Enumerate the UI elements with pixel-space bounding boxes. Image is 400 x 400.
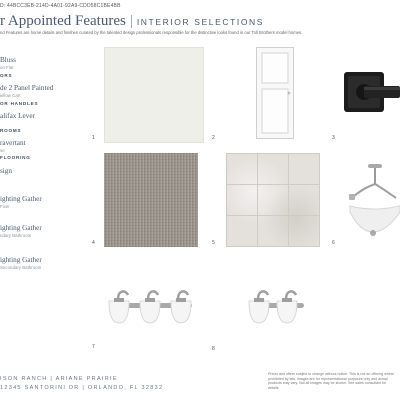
sidebar-entry: alifax Lever	[0, 112, 35, 120]
tile-number: 1	[92, 135, 95, 141]
vanity-light-icon	[246, 283, 310, 325]
sidebar-entry: iellow Cart	[0, 93, 21, 98]
page-title-main: r Appointed Features	[0, 13, 126, 29]
ceiling-light-icon	[346, 160, 400, 240]
carpet-swatch-tile	[104, 153, 198, 247]
sidebar-entry: ighting Gather	[0, 256, 42, 264]
sidebar-entry: se	[0, 148, 5, 153]
tile-number: 6	[332, 240, 335, 246]
tile-number: 4	[92, 240, 95, 246]
sidebar-entry: ighting Gather	[0, 224, 42, 232]
tile-number: 3	[332, 135, 335, 141]
floor-tile-swatch	[226, 153, 320, 247]
vanity-light-2-tile	[246, 283, 310, 325]
sidebar-entry: sign	[0, 167, 12, 175]
sidebar-heading: ORS	[0, 73, 13, 78]
sidebar-entry: de 2 Panel Painted	[0, 84, 54, 92]
interior-door-tile	[256, 47, 294, 139]
tile-number: 8	[212, 346, 215, 352]
tile-number: 2	[212, 135, 215, 141]
footer-disclaimer: Prices and offers subject to change without notice. This is not an offering where prohibited by law. Images are for representational purposes only and actual products may vary. Not all images may be shown. See sales consultant for details.	[268, 372, 395, 390]
sidebar-heading: ROOMS	[0, 128, 22, 133]
door-icon	[256, 47, 294, 139]
sidebar-entry: on Flat	[0, 65, 14, 70]
sidebar-entry: ndary Bathroom	[0, 233, 32, 238]
sidebar-entry: Secondary Bathroom	[0, 265, 42, 270]
tile-number: 5	[212, 240, 215, 246]
sidebar-entry: ighting Gather	[0, 195, 42, 203]
sidebar-entry: ravertant	[0, 139, 26, 147]
footer-address: ISON RANCH | ARIANE PRAIRIE	[0, 376, 118, 382]
sidebar-heading: FLOORING	[0, 155, 31, 160]
tile-number: 7	[92, 344, 95, 350]
selections-sidebar	[0, 0, 80, 400]
door-lever-tile	[338, 66, 400, 120]
sidebar-heading: OR HANDLES	[0, 101, 39, 106]
sidebar-entry: Fixer	[0, 204, 10, 209]
intro-text: nd Features are home details and finishes curated by the talented design professionals responsible for the distinctive looks found in our Toll Brothers model homes.	[0, 30, 303, 35]
door-lever-icon	[338, 66, 400, 120]
paint-swatch-tile	[104, 47, 204, 143]
page-subtitle: INTERIOR SELECTIONS	[136, 17, 265, 27]
footer-address-line2: 12345 SANTORINI DR | ORLANDO, FL 32832	[0, 385, 164, 391]
title-separator: |	[129, 13, 133, 29]
vanity-light-3-tile	[104, 283, 200, 325]
ceiling-light-tile	[346, 160, 400, 240]
vanity-light-icon	[104, 283, 200, 325]
sidebar-entry: Bluss	[0, 56, 16, 64]
reference-id: D: 44BCC3EB-214D-4A01-92A9-CDD58C1BE4BB	[0, 3, 121, 9]
